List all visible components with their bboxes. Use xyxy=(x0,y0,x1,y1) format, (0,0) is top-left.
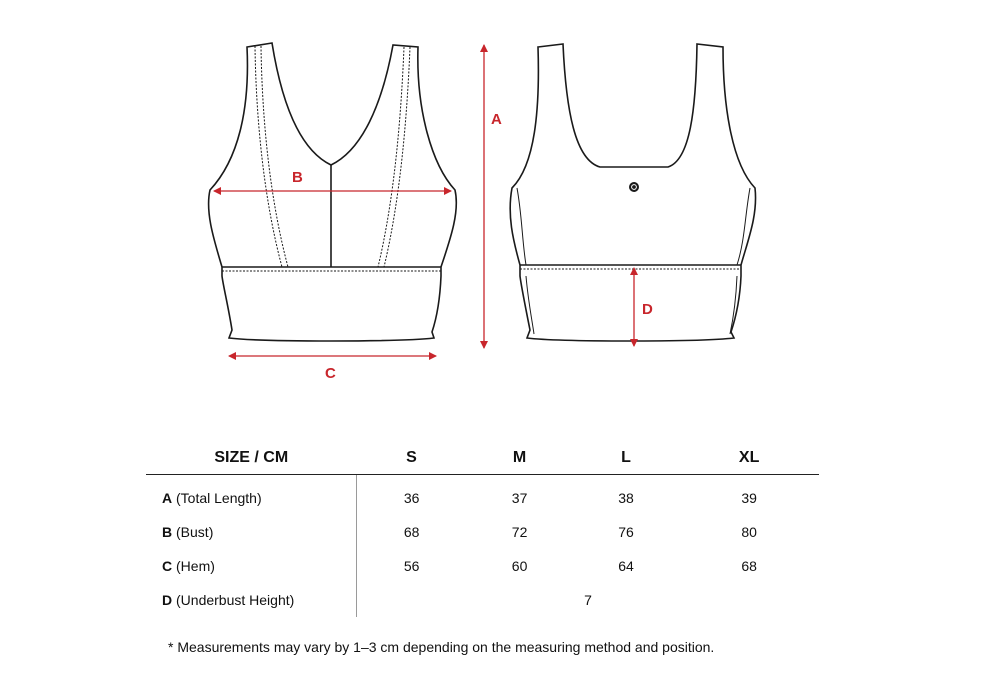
table-row xyxy=(146,515,819,549)
back-view xyxy=(510,44,755,341)
front-strap-seam-right xyxy=(384,47,410,267)
row-label: B (Bust) xyxy=(146,515,357,549)
front-strap-seam-left xyxy=(255,46,282,267)
table-cell-shared: 7 xyxy=(584,592,592,608)
row-label: D (Underbust Height) xyxy=(146,583,357,617)
label-c: C xyxy=(325,365,336,382)
row-label: A (Total Length) xyxy=(146,475,357,516)
logo-badge-icon xyxy=(629,182,639,192)
table-row xyxy=(146,549,819,583)
table-cell: 37 xyxy=(511,490,528,506)
table-cell: 72 xyxy=(511,524,528,540)
label-a: A xyxy=(491,111,502,128)
measurement-lines xyxy=(214,45,634,356)
table-cell: 68 xyxy=(403,524,420,540)
table-cell: 76 xyxy=(618,524,634,540)
back-outline xyxy=(510,44,755,341)
table-header-row xyxy=(146,441,819,475)
table-cell: 60 xyxy=(511,558,528,574)
size-xl-header: XL xyxy=(679,441,819,475)
measurement-note: * Measurements may vary by 1–3 cm depending on the measuring method and position. xyxy=(168,639,715,655)
label-d: D xyxy=(642,301,653,318)
size-m-header: M xyxy=(466,441,572,475)
table-row xyxy=(146,583,819,617)
size-s-header: S xyxy=(357,441,467,475)
table-cell: 36 xyxy=(403,490,420,506)
size-table xyxy=(146,441,819,617)
table-cell: 39 xyxy=(741,490,757,506)
table-cell: 80 xyxy=(741,524,757,540)
table-cell: 38 xyxy=(618,490,634,506)
row-label: C (Hem) xyxy=(146,549,357,583)
table-cell: 64 xyxy=(618,558,634,574)
table-cell: 56 xyxy=(403,558,420,574)
label-b: B xyxy=(292,169,303,186)
table-row xyxy=(146,475,819,516)
front-view xyxy=(209,43,457,341)
table-cell: 68 xyxy=(741,558,757,574)
size-l-header: L xyxy=(573,441,679,475)
front-outline xyxy=(209,43,457,341)
size-cm-header: SIZE / CM xyxy=(146,441,357,475)
